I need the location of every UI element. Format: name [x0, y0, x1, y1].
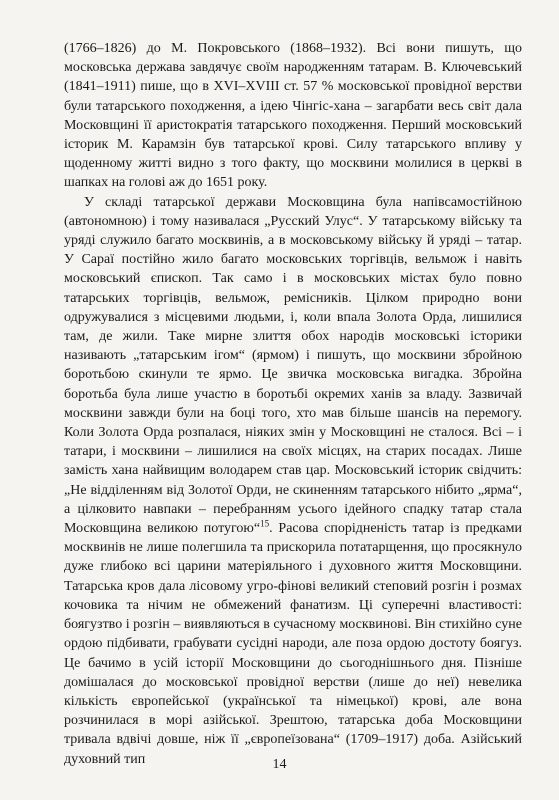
paragraph-2-text-end: . Расова спорідненість татар із предками москвинів не лише полегшила та прискорила потатарщення, що просякнуло дуже глибоко всі царини матеріяльного і духовного життя Московщини. Татарська кров дала лісовому угро-фінові великий степовий розгін і розмах кочовика та нічим не обмежений фанатизм. Ці суперечні властивості: боягузтво і розгін – виявляються в сучасному москвинові. Він стихійно суне ордою підбивати, грабувати сусідні народи, але поза ордою достоту боягуз. Це бачимо в усій історії Московщини до сьогоднішнього дня. Пізніше домішалася до московської провідної верстви (лише до неї) невелика кількість європейської (української та німецької) крові, але вона розчинилася в морі азійської. Зрештою, татарська доба Московщини тривала вдвічі довше, ніж її „європеїзована“ (1709–1917) доба. Азійський духовний тип	[64, 521, 522, 767]
body-text	[64, 39, 522, 769]
paragraph-2-text-start: У складі татарської держави Московщина була напівсамостійною (автономною) і тому називалася „Русский Улус“. У татарському війську та уряді служило багато москвинів, а в московському війську й уряді – татар. У Сараї постійно жило багато московських торгівців, вельмож і навіть московський єпископ. Так само і в московських містах було повно татарських торгівців, вельмож, ремісників. Цілком природно вони одружувалися з місцевими людьми, і, коли впала Золота Орда, лишилися там, де жили. Таке мирне злиття обох народів московські історики називають „татарським ігом“ (ярмом) і пишуть, що москвини збройною боротьбою скинули те ярмо. Це звичка московська вигадка. Збройна боротьба була лише участю в боротьбі окремих ханів за владу. Зазвичай москвини завжди були на боці того, хто мав більше шансів на перемогу. Коли Золота Орда розпалася, ніяких змін у Московщині не сталося. Всі – і татари, і москвини – лишилися на своїх місцях, на старих посадах. Лише замість хана найвищим володарем став цар. Московський історик свідчить: „Не відділенням від Золотої Орди, не скиненням татарського нібито „ярма“, а цілковито навпаки – перебранням усього ідейного спадку татар стала Московщина великою потугою“	[64, 194, 522, 537]
page-number: 14	[272, 757, 287, 772]
footnote-marker: 15	[260, 518, 270, 529]
paragraph-2	[64, 193, 522, 769]
paragraph-1: (1766–1826) до М. Покровського (1868–1932). Всі вони пишуть, що московська держава завдячує своїм народженням татарам. В. Ключевський (1841–1911) пише, що в XVI–XVIII ст. 57 % московської провідної верстви були татарського походження, а ідею Чінгіс-хана – загарбати весь світ дала Московщині її аристократія татарського походження. Перший московський історик М. Карамзін був татарської крові. Силу татарського впливу у щоденному житті видно з того факту, що москвини молилися в церкві в шапках на голові аж до 1651 року.	[64, 41, 522, 191]
